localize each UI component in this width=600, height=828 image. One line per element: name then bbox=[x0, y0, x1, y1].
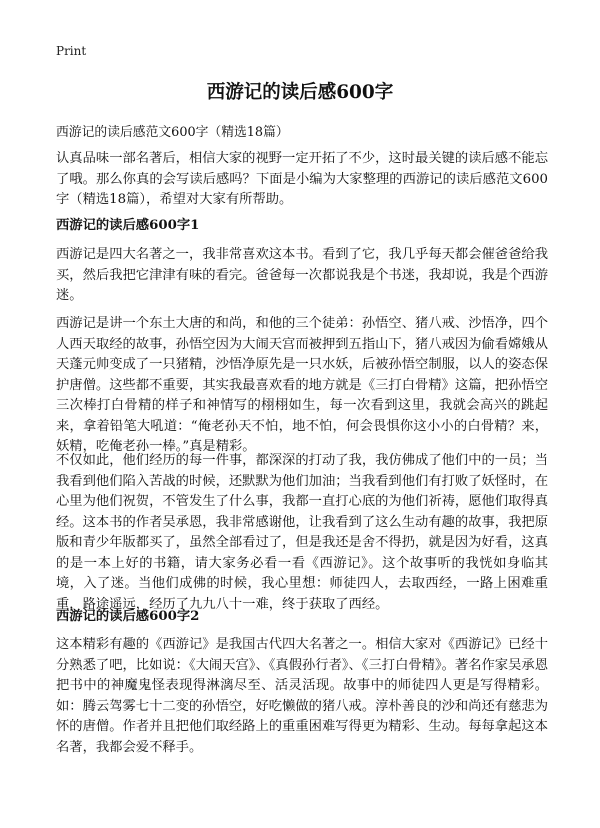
intro-paragraph: 认真品味一部名著后，相信大家的视野一定开拓了不少，这时最关键的读后感不能忘了哦。那么你真的会写读后感吗？下面是小编为大家整理的西游记的读后感范文600字（精选18篇），希望对大家有所帮助。 bbox=[56, 151, 548, 207]
section-1-paragraph-3: 不仅如此，他们经历的每一件事，都深深的打动了我，我仿佛成了他们中的一员；当我看到他们陷入苦战的时候，还默默为他们加油；当我看到他们有打败了妖怪时，在心里为他们祝贺，不管发生了什么事，我都一直打心底的为他们祈祷，愿他们取得真经。这本书的作者吴承恩，我非常感谢他，让我看到了这么生动有趣的故事，我把原版和青少年版都买了，虽然全部看过了，但是我还是舍不得扔，就是因为好看，这真的是一本上好的书籍，请大家务必看一看《西游记》。这个故事听的我恍如身临其境，入了迷。当他们成佛的时候，我心里想：师徒四人，去取西经，一路上困难重重，路途遥远，经历了九九八十一难，终于获取了西经。 bbox=[56, 453, 548, 612]
section-heading-1: 西游记的读后感600字1 bbox=[56, 218, 200, 233]
document-subtitle: 西游记的读后感范文600字（精选18篇） bbox=[56, 125, 289, 140]
print-link[interactable]: Print bbox=[56, 44, 87, 58]
section-heading-2: 西游记的读后感600字2 bbox=[56, 609, 200, 624]
section-2-paragraph-1: 这本精彩有趣的《西游记》是我国古代四大名著之一。相信大家对《西游记》已经十分熟悉了吧，比如说：《大闹天宫》、《真假孙行者》、《三打白骨精》。著名作家吴承恩把书中的神魔鬼怪表现得淋漓尽至、活灵活现。故事中的师徒四人更是写得精彩。如：腾云驾雾七十二变的孙悟空，好吃懒做的猪八戒。淳朴善良的沙和尚还有慈悲为怀的唐僧。作者并且把他们取经路上的重重困难写得更为精彩、生动。每每拿起这本名著，我都会爱不释手。 bbox=[56, 637, 548, 755]
section-1-paragraph-2: 西游记是讲一个东土大唐的和尚，和他的三个徒弟：孙悟空、猪八戒、沙悟净，四个人西天取经的故事，孙悟空因为大闹天宫而被押到五指山下，猪八戒因为偷看嫦娥从天蓬元帅变成了一只猪精，沙悟净原先是一只水妖，后被孙悟空制服，以人的姿态保护唐僧。这些都不重要，其实我最喜欢看的地方就是《三打白骨精》这篇，把孙悟空三次棒打白骨精的样子和神情写的栩栩如生，每一次看到这里，我就会高兴的跳起来，拿着铅笔大吼道：“俺老孙天不怕，地不怕，何会畏惧你这小小的白骨精？来，妖精，吃俺老孙一棒。”真是精彩。 bbox=[56, 316, 548, 454]
page-title: 西游记的读后感600字 bbox=[206, 82, 394, 103]
section-1-paragraph-1: 西游记是四大名著之一，我非常喜欢这本书。看到了它，我几乎每天都会催爸爸给我买，然后我把它津津有味的看完。爸爸每一次都说我是个书迷，我却说，我是个西游迷。 bbox=[56, 247, 548, 303]
